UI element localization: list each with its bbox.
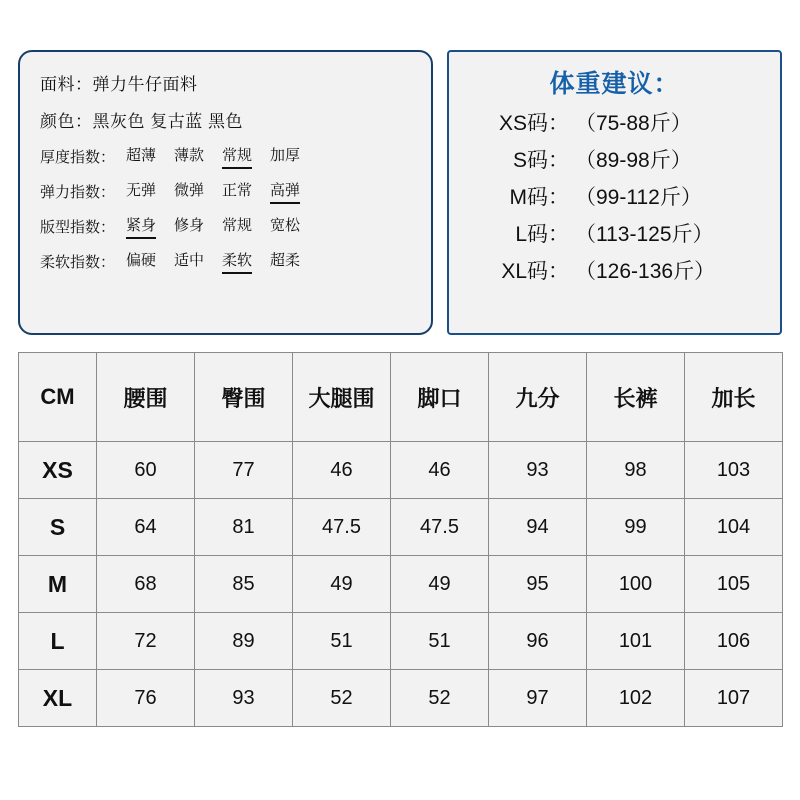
index-option: 修身	[174, 217, 205, 234]
table-cell: 49	[391, 556, 489, 613]
index-options-softness	[126, 249, 300, 274]
table-row	[19, 442, 783, 499]
material-value: 弹力牛仔面料	[92, 75, 198, 94]
table-cell: 46	[391, 442, 489, 499]
index-option: 适中	[174, 252, 205, 269]
fabric-info-card	[18, 50, 433, 335]
index-options-thickness	[126, 144, 300, 169]
table-cell: 76	[97, 670, 195, 727]
index-label-thickness: 厚度指数：	[40, 149, 116, 166]
table-cell: 105	[685, 556, 783, 613]
weight-row	[463, 181, 766, 211]
row-size-label: S	[19, 499, 97, 556]
table-cell: 47.5	[293, 499, 391, 556]
index-option: 超柔	[270, 252, 301, 269]
index-row-fit	[40, 214, 411, 239]
table-cell: 46	[293, 442, 391, 499]
index-option: 正常	[222, 182, 253, 199]
weight-suggestion-card	[447, 50, 782, 335]
weight-size-label: XS码：	[498, 112, 569, 135]
table-cell: 60	[97, 442, 195, 499]
table-header-cell: CM	[19, 353, 97, 442]
table-cell: 95	[489, 556, 587, 613]
weight-range-value: （99-112斤）	[575, 186, 702, 209]
table-cell: 68	[97, 556, 195, 613]
index-label-softness: 柔软指数：	[40, 254, 116, 271]
measurement-table	[18, 352, 783, 727]
weight-range-value: （126-136斤）	[575, 260, 716, 283]
table-cell: 99	[587, 499, 685, 556]
index-option-selected: 高弹	[270, 179, 300, 204]
index-label-elasticity: 弹力指数：	[40, 184, 116, 201]
weight-range-value: （89-98斤）	[575, 149, 692, 172]
weight-size-label: XL码：	[501, 260, 569, 283]
table-cell: 93	[489, 442, 587, 499]
top-info-row	[18, 50, 782, 335]
index-option: 宽松	[270, 217, 301, 234]
index-option-selected: 紧身	[126, 214, 156, 239]
index-row-elasticity	[40, 179, 411, 204]
table-cell: 81	[195, 499, 293, 556]
weight-size-label: L码：	[515, 223, 569, 246]
table-header-row	[19, 353, 783, 442]
table-cell: 96	[489, 613, 587, 670]
table-header-cell: 加长	[685, 353, 783, 442]
weight-size-label: S码：	[512, 149, 569, 172]
index-label-fit: 版型指数：	[40, 219, 116, 236]
table-cell: 49	[293, 556, 391, 613]
table-cell: 103	[685, 442, 783, 499]
weight-row	[463, 107, 766, 137]
weight-row	[463, 144, 766, 174]
table-header-cell: 大腿围	[293, 353, 391, 442]
weight-size-label: M码：	[509, 186, 569, 209]
table-cell: 51	[293, 613, 391, 670]
index-option-selected: 常规	[222, 144, 252, 169]
index-option: 微弹	[174, 182, 205, 199]
table-cell: 85	[195, 556, 293, 613]
material-line	[40, 70, 411, 95]
color-line	[40, 107, 411, 132]
index-option: 超薄	[126, 147, 157, 164]
weight-row	[463, 255, 766, 285]
index-options-elasticity	[126, 179, 300, 204]
table-cell: 64	[97, 499, 195, 556]
table-cell: 100	[587, 556, 685, 613]
weight-card-title: 体重建议：	[549, 70, 680, 98]
weight-row	[463, 218, 766, 248]
index-options-fit	[126, 214, 300, 239]
table-cell: 47.5	[391, 499, 489, 556]
table-header-cell: 脚口	[391, 353, 489, 442]
table-row	[19, 556, 783, 613]
color-label: 颜色：	[40, 112, 93, 131]
material-label: 面料：	[40, 75, 93, 94]
table-cell: 104	[685, 499, 783, 556]
weight-range-value: （75-88斤）	[575, 112, 692, 135]
table-cell: 102	[587, 670, 685, 727]
table-cell: 101	[587, 613, 685, 670]
color-value: 黑灰色 复古蓝 黑色	[92, 112, 243, 131]
index-option: 常规	[222, 217, 253, 234]
table-header-cell: 臀围	[195, 353, 293, 442]
row-size-label: XS	[19, 442, 97, 499]
index-row-softness	[40, 249, 411, 274]
table-cell: 52	[293, 670, 391, 727]
table-cell: 77	[195, 442, 293, 499]
table-cell: 98	[587, 442, 685, 499]
table-cell: 107	[685, 670, 783, 727]
weight-range-value: （113-125斤）	[575, 223, 714, 246]
table-header-cell: 腰围	[97, 353, 195, 442]
table-row	[19, 499, 783, 556]
table-cell: 94	[489, 499, 587, 556]
table-header-cell: 长裤	[587, 353, 685, 442]
index-row-thickness	[40, 144, 411, 169]
index-option: 偏硬	[126, 252, 157, 269]
table-cell: 89	[195, 613, 293, 670]
table-header-cell: 九分	[489, 353, 587, 442]
row-size-label: L	[19, 613, 97, 670]
index-option-selected: 柔软	[222, 249, 252, 274]
table-cell: 93	[195, 670, 293, 727]
table-cell: 72	[97, 613, 195, 670]
index-option: 无弹	[126, 182, 157, 199]
table-cell: 106	[685, 613, 783, 670]
table-cell: 51	[391, 613, 489, 670]
table-cell: 97	[489, 670, 587, 727]
table-cell: 52	[391, 670, 489, 727]
index-option: 薄款	[174, 147, 205, 164]
table-row	[19, 613, 783, 670]
index-option: 加厚	[270, 147, 301, 164]
table-row	[19, 670, 783, 727]
row-size-label: XL	[19, 670, 97, 727]
row-size-label: M	[19, 556, 97, 613]
